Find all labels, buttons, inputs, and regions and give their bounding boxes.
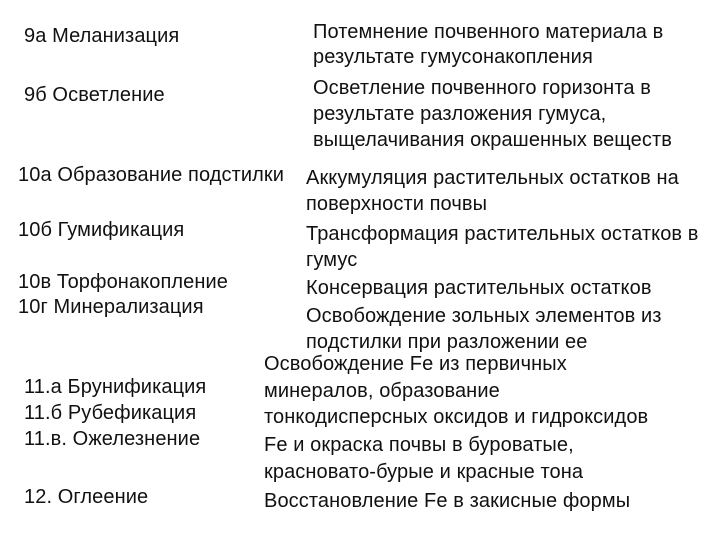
term-9b-lightening: 9б Осветление xyxy=(24,84,165,106)
definition-11-line-5: красновато-бурые и красные тона xyxy=(264,461,584,483)
definition-10g-line-1: Освобождение зольных элементов из xyxy=(306,305,662,327)
definition-10v-line-1: Консервация растительных остатков xyxy=(306,277,652,299)
term-10b-humification: 10б Гумификация xyxy=(18,219,185,241)
definition-10a-line-1: Аккумуляция растительных остатков на xyxy=(306,167,679,189)
definition-10g-line-2: подстилки при разложении ее xyxy=(306,331,588,353)
definition-9b-line-3: выщелачивания окрашенных веществ xyxy=(313,129,672,151)
term-12-gleying: 12. Оглеение xyxy=(24,486,149,508)
definition-10a-line-2: поверхности почвы xyxy=(306,193,488,215)
definition-9b-line-2: результате разложения гумуса, xyxy=(313,103,607,125)
definition-9a-line-1: Потемнение почвенного материала в xyxy=(313,21,664,43)
term-11v-ferruginization: 11.в. Ожелезнение xyxy=(24,428,201,450)
term-11b-rubefication: 11.б Рубефикация xyxy=(24,402,197,424)
term-10a-litter-formation: 10а Образование подстилки xyxy=(18,164,285,186)
term-9a-melanization: 9а Меланизация xyxy=(24,25,180,47)
definition-11-line-2: минералов, образование xyxy=(264,380,500,402)
term-10v-peat-accumulation: 10в Торфонакопление xyxy=(18,271,229,293)
definition-11-line-3: тонкодисперсных оксидов и гидроксидов xyxy=(264,406,649,428)
definition-11-line-4: Fe и окраска почвы в буроватые, xyxy=(264,434,574,456)
definition-10b-line-2: гумус xyxy=(306,249,358,271)
definition-9a-line-2: результате гумусонакопления xyxy=(313,46,593,68)
term-10g-mineralization: 10г Минерализация xyxy=(18,296,204,318)
term-11a-brunification: 11.а Брунификация xyxy=(24,376,207,398)
definition-10b-line-1: Трансформация растительных остатков в xyxy=(306,223,699,245)
definition-12-line-1: Восстановление Fe в закисные формы xyxy=(264,490,631,512)
definition-11-line-1: Освобождение Fe из первичных xyxy=(264,353,567,375)
definition-9b-line-1: Осветление почвенного горизонта в xyxy=(313,77,651,99)
